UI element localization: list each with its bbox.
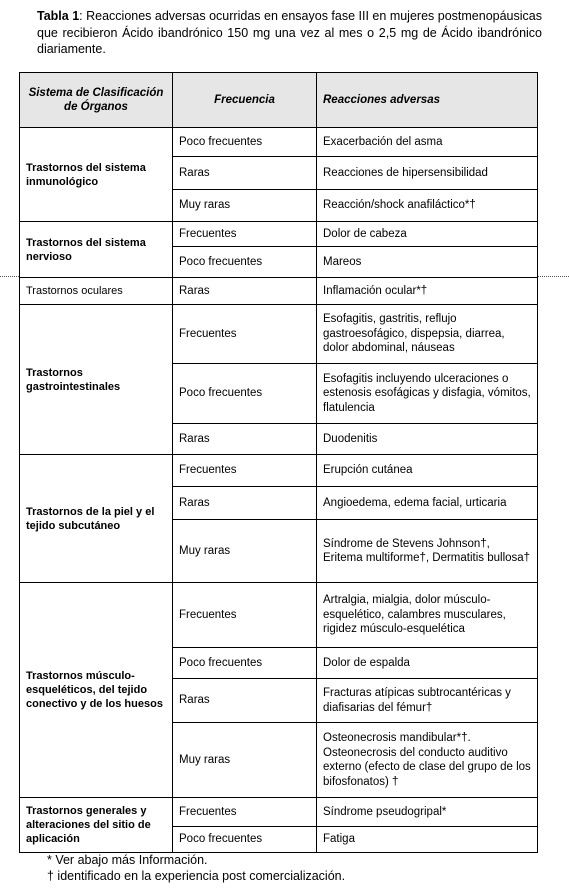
reaction-cell: Exacerbación del asma — [317, 128, 538, 157]
frequency-cell: Frecuentes — [173, 583, 317, 648]
table-row — [20, 305, 538, 364]
table-row — [20, 583, 538, 648]
frequency-cell: Raras — [173, 679, 317, 723]
footnote-dagger: † identificado en la experiencia post comercialización. — [47, 869, 346, 883]
footnote-asterisk: * Ver abajo más Información. — [47, 853, 208, 867]
header-frequency: Frecuencia — [173, 73, 317, 128]
caption-label: Tabla 1 — [37, 9, 80, 23]
reaction-cell: Erupción cutánea — [317, 455, 538, 487]
frequency-cell: Frecuentes — [173, 798, 317, 827]
reaction-cell: Síndrome de Stevens Johnson†, Eritema multiforme†, Dermatitis bullosa† — [317, 520, 538, 583]
frequency-cell: Poco frecuentes — [173, 364, 317, 424]
system-cell: Trastornos gastrointestinales — [20, 305, 173, 455]
frequency-cell: Frecuentes — [173, 455, 317, 487]
footnotes — [47, 852, 345, 884]
reaction-cell: Dolor de espalda — [317, 648, 538, 679]
header-system: Sistema de Clasificación de Órganos — [20, 73, 173, 128]
reaction-cell: Mareos — [317, 247, 538, 278]
frequency-cell: Raras — [173, 424, 317, 455]
reaction-cell: Duodenitis — [317, 424, 538, 455]
reaction-cell: Esofagitis, gastritis, reflujo gastroesofágico, dispepsia, diarrea, dolor abdominal, náuseas — [317, 305, 538, 364]
frequency-cell: Poco frecuentes — [173, 827, 317, 853]
system-cell: Trastornos músculo-esqueléticos, del tejido conectivo y de los huesos — [20, 583, 173, 798]
system-cell: Trastornos del sistema inmunológico — [20, 128, 173, 222]
adverse-reactions-table — [19, 72, 538, 853]
reaction-cell: Reacciones de hipersensibilidad — [317, 157, 538, 190]
reaction-cell: Síndrome pseudogripal* — [317, 798, 538, 827]
frequency-cell: Muy raras — [173, 520, 317, 583]
frequency-cell: Poco frecuentes — [173, 247, 317, 278]
frequency-cell: Raras — [173, 278, 317, 305]
reaction-cell: Reacción/shock anafiláctico*† — [317, 190, 538, 222]
reaction-cell: Angioedema, edema facial, urticaria — [317, 487, 538, 520]
reaction-cell: Fracturas atípicas subtrocantéricas y diafisarias del fémur† — [317, 679, 538, 723]
frequency-cell: Raras — [173, 487, 317, 520]
table-row — [20, 798, 538, 827]
reaction-cell: Fatiga — [317, 827, 538, 853]
frequency-cell: Muy raras — [173, 723, 317, 798]
frequency-cell: Raras — [173, 157, 317, 190]
reaction-cell: Dolor de cabeza — [317, 222, 538, 247]
frequency-cell: Poco frecuentes — [173, 648, 317, 679]
table-row — [20, 128, 538, 157]
table-row — [20, 222, 538, 247]
caption-text: : Reacciones adversas ocurridas en ensayos fase III en mujeres postmenopáusicas que recibieron Ácido ibandrónico 150 mg una vez al mes o 2,5 mg de Ácido ibandrónico diariamente. — [37, 9, 542, 56]
frequency-cell: Frecuentes — [173, 222, 317, 247]
table-row — [20, 455, 538, 487]
table-header-row — [20, 73, 538, 128]
reaction-cell: Artralgia, mialgia, dolor músculo-esquelético, calambres musculares, rigidez músculo-esquelética — [317, 583, 538, 648]
reaction-cell: Osteonecrosis mandibular*†. Osteonecrosis del conducto auditivo externo (efecto de clase del grupo de los bifosfonatos) † — [317, 723, 538, 798]
frequency-cell: Frecuentes — [173, 305, 317, 364]
reaction-cell: Esofagitis incluyendo ulceraciones o estenosis esofágicas y disfagia, vómitos, flatulencia — [317, 364, 538, 424]
system-cell: Trastornos generales y alteraciones del sitio de aplicación — [20, 798, 173, 853]
frequency-cell: Poco frecuentes — [173, 128, 317, 157]
header-reactions: Reacciones adversas — [317, 73, 538, 128]
table-row — [20, 278, 538, 305]
system-cell: Trastornos oculares — [20, 278, 173, 305]
system-cell: Trastornos de la piel y el tejido subcutáneo — [20, 455, 173, 583]
table-caption — [37, 8, 542, 58]
system-cell: Trastornos del sistema nervioso — [20, 222, 173, 278]
reaction-cell: Inflamación ocular*† — [317, 278, 538, 305]
frequency-cell: Muy raras — [173, 190, 317, 222]
